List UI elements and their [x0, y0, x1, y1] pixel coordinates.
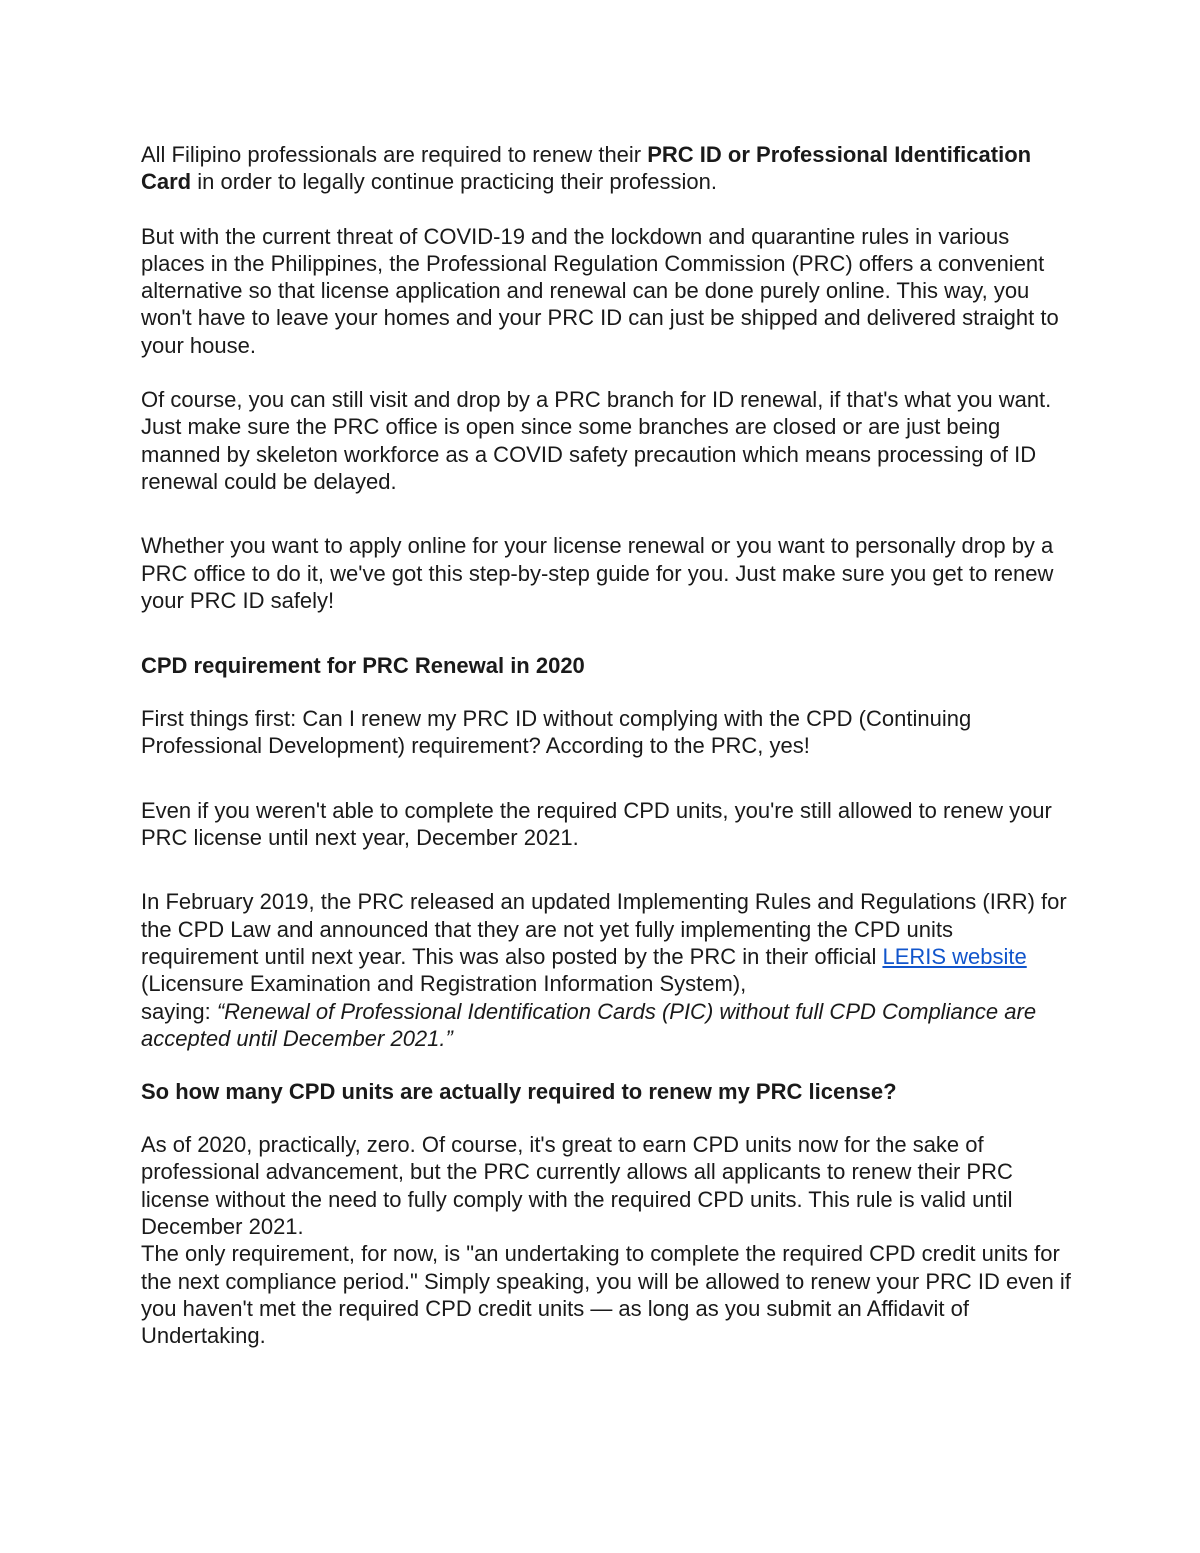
guide-paragraph: Whether you want to apply online for your license renewal or you want to personally drop by a PRC office to do it, we've got this step-by-step guide for you. Just make sure you get to renew your PRC ID safely! — [141, 533, 1054, 613]
irr-text-mid: (Licensure Examination and Registration Information System), — [141, 971, 747, 997]
leris-website-link[interactable]: LERIS website — [882, 943, 1027, 969]
intro-text-post: in order to legally continue practicing their profession. — [191, 169, 717, 195]
intro-bold-term: PRC ID or Professional Identification Card — [141, 142, 1032, 195]
only-requirement-paragraph: The only requirement, for now, is "an undertaking to complete the required CPD credit units for the next compliance period." Simply speaking, you will be allowed to renew your PRC ID even if you haven't met the required CPD credit units — as long as you submit an Affidavit of Undertaking. — [141, 1241, 1071, 1349]
irr-saying: saying: — [141, 998, 217, 1024]
first-things-paragraph: First things first: Can I renew my PRC ID without complying with the CPD (Continuing Professional Development) requirement? According to the PRC, yes! — [141, 706, 972, 759]
covid-paragraph: But with the current threat of COVID-19 and the lockdown and quarantine rules in various places in the Philippines, the Professional Regulation Commission (PRC) offers a convenient alternative so that license application and renewal can be done purely online. This way, you won't have to leave your homes and your PRC ID can just be shipped and delivered straight to your house. — [141, 223, 1059, 358]
visit-paragraph: Of course, you can still visit and drop by a PRC branch for ID renewal, if that's what you want. Just make sure the PRC office is open since some branches are closed or are just being manned by skeleton workforce as a COVID safety precaution which means processing of ID renewal could be delayed. — [141, 387, 1052, 494]
cpd-units-heading: So how many CPD units are actually required to renew my PRC license? — [141, 1079, 897, 1105]
zero-units-paragraph: As of 2020, practically, zero. Of course, it's great to earn CPD units now for the sake of professional advancement, but the PRC currently allows all applicants to renew their PRC license without the need to fully comply with the required CPD units. This rule is valid until December 2021. — [141, 1132, 1013, 1240]
even-if-paragraph: Even if you weren't able to complete the required CPD units, you're still allowed to renew your PRC license until next year, December 2021. — [141, 797, 1052, 851]
irr-paragraph — [141, 888, 1071, 1052]
irr-quote: “Renewal of Professional Identification Cards (PIC) without full CPD Compliance are accepted until December 2021.” — [141, 998, 1037, 1051]
cpd-requirement-heading: CPD requirement for PRC Renewal in 2020 — [141, 653, 585, 679]
irr-text-pre: In February 2019, the PRC released an updated Implementing Rules and Regulations (IRR) for the CPD Law and announced that they are not yet fully implementing the CPD units requirement until next year. This was also posted by the PRC in their official — [141, 889, 1067, 969]
intro-text-pre: All Filipino professionals are required to renew their — [141, 142, 648, 167]
document-page — [141, 141, 1071, 1350]
intro-paragraph — [141, 141, 1071, 196]
